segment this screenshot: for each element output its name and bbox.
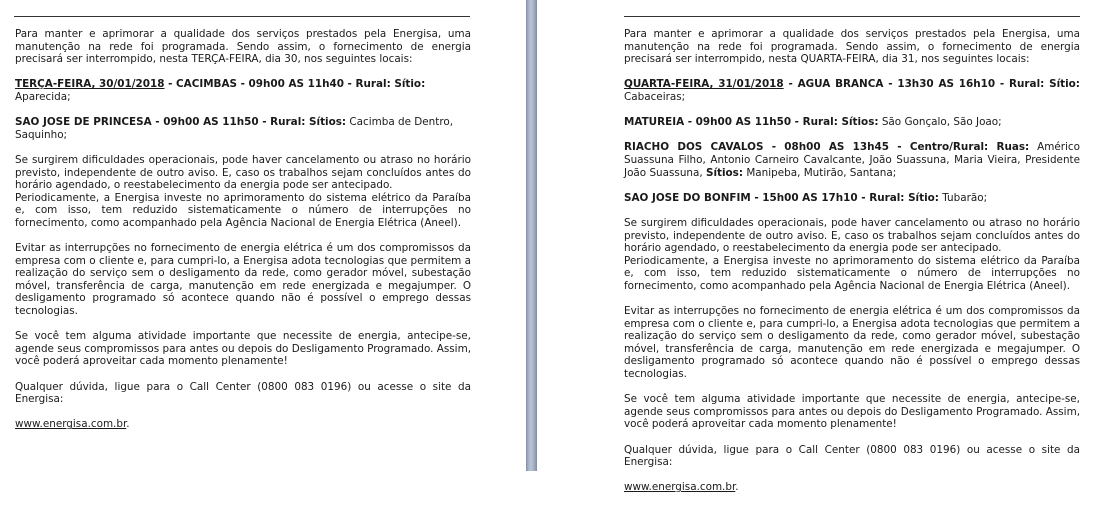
intro-paragraph: Para manter e aprimorar a qualidade dos serviços prestados pela Energisa, uma manutenção na rede foi programada. Sendo assim, o fornecimento de energia precisará ser interrompido, nesta TERÇA-FEIRA, dia 30, nos seguintes locais: — [15, 28, 471, 66]
intro-paragraph: Para manter e aprimorar a qualidade dos serviços prestados pela Energisa, uma manutenção na rede foi programada. Sendo assim, o fornecimento de energia precisará ser interrompido, nesta QUARTA-FEIRA, dia 31, nos seguintes locais: — [624, 28, 1080, 66]
schedule-areas: Cabaceiras; — [624, 90, 686, 103]
schedule-date: QUARTA-FEIRA, 31/01/2018 — [624, 78, 784, 91]
notice-paragraph: Periodicamente, a Energisa investe no aprimoramento do sistema elétrico da Paraíba e, com isso, tem reduzido sistematicamente o número de interrupções no fornecimento, como acompanhado pela Agência Nacional de Energia Elétrica (Aneel). — [624, 254, 1080, 292]
notice-paragraph: Se você tem alguma atividade importante que necessite de energia, antecipe-se, agende seus compromissos para antes ou depois do Desligamento Programado. Assim, você poderá aproveitar cada momento plenamente! — [15, 330, 471, 368]
schedule-place: AGUA BRANCA — [797, 78, 884, 91]
website-suffix: . — [735, 481, 739, 494]
schedule-time: - 08h00 AS 13h45 - — [763, 141, 910, 154]
schedule-area-label: Rural: Sítio: — [1009, 78, 1080, 91]
schedule-areas: Cacimba de Dentro, Saquinho; — [15, 116, 454, 141]
schedule-areas: São Gonçalo, São Joao; — [878, 116, 1002, 129]
schedule-time: - 13h30 AS 16h10 - — [883, 78, 1010, 91]
notice-paragraph: Periodicamente, a Energisa investe no aprimoramento do sistema elétrico da Paraíba e, com isso, tem reduzido sistematicamente o número de interrupções no fornecimento, como acompanhado pela Agência Nacional de Energia Elétrica (Aneel). — [15, 191, 471, 229]
schedule-area-label: Rural: Sítios: — [270, 116, 347, 129]
page-content — [624, 28, 1080, 507]
page-divider — [526, 0, 537, 471]
schedule-entry — [624, 78, 1080, 103]
schedule-entry — [624, 192, 1080, 205]
schedule-place: RIACHO DOS CAVALOS — [624, 141, 764, 154]
schedule-areas: Aparecida; — [15, 90, 71, 103]
website-link[interactable]: www.energisa.com.br — [15, 418, 127, 431]
schedule-area-label: Centro/Rural: Ruas: — [909, 141, 1030, 154]
document-page-right — [537, 0, 1108, 494]
schedule-time: - 09h00 AS 11h40 - — [236, 78, 356, 91]
schedule-areas: Manipeba, Mutirão, Santana; — [743, 166, 897, 179]
notice-paragraph: Evitar as interrupções no fornecimento de energia elétrica é um dos compromissos da empresa com o cliente e, para cumpri-lo, a Energisa adota tecnologias que permitem a realização do serviço sem o desligamento da rede, como gerador móvel, subestação móvel, transferência de carga, manutenção em rede energizada e megajumper. O desligamento programado só acontece quando não é possível o emprego dessas tecnologias. — [15, 242, 471, 318]
schedule-date: TERÇA-FEIRA, 30/01/2018 — [15, 78, 165, 91]
schedule-entry — [15, 78, 471, 103]
notice-paragraph: Se surgirem dificuldades operacionais, pode haver cancelamento ou atraso no horário previsto, independente de outro aviso. E, caso os trabalhos sejam concluídos antes do horário agendado, o reestabelecimento da energia pode ser antecipado. — [624, 216, 1080, 255]
schedule-time: - 15h00 AS 17h10 - — [750, 191, 870, 204]
schedule-entry — [624, 141, 1080, 179]
schedule-areas: Américo Suassuna Filho, Antonio Carneiro Cavalcante, João Suassuna, Maria Vieira, Presidente João Suassuna, — [624, 141, 1081, 179]
contact-paragraph: Qualquer dúvida, ligue para o Call Center (0800 083 0196) ou acesse o site da Energisa: — [15, 380, 471, 406]
schedule-areas: Tubarão; — [938, 191, 988, 204]
website-paragraph — [15, 418, 471, 431]
schedule-separator: - — [783, 78, 798, 91]
schedule-entry — [15, 116, 471, 141]
schedule-time: - 09h00 AS 11h50 - — [684, 116, 803, 129]
website-link[interactable]: www.energisa.com.br — [624, 481, 736, 494]
schedule-area-label: Rural: Sítio: — [869, 191, 939, 204]
schedule-time: - 09h00 AS 11h50 - — [151, 116, 271, 129]
header-rule — [14, 16, 470, 17]
schedule-separator: - — [164, 78, 177, 91]
contact-paragraph: Qualquer dúvida, ligue para o Call Center (0800 083 0196) ou acesse o site da Energisa: — [624, 443, 1080, 469]
schedule-place: SAO JOSE DE PRINCESA — [15, 116, 152, 129]
header-rule — [624, 16, 1080, 17]
website-paragraph — [624, 481, 1080, 494]
website-suffix: . — [126, 418, 130, 431]
document-page-left — [0, 0, 526, 471]
schedule-place: CACIMBAS — [176, 78, 237, 91]
schedule-place: MATUREIA — [624, 116, 685, 129]
page-content — [15, 28, 471, 444]
schedule-area-label: Rural: Sítios: — [802, 116, 879, 129]
notice-paragraph: Se surgirem dificuldades operacionais, pode haver cancelamento ou atraso no horário previsto, independente de outro aviso. E, caso os trabalhos sejam concluídos antes do horário agendado, o reestabelecimento da energia pode ser antecipado. — [15, 153, 471, 192]
schedule-entry — [624, 116, 1080, 129]
notice-paragraph: Se você tem alguma atividade importante que necessite de energia, antecipe-se, agende seus compromissos para antes ou depois do Desligamento Programado. Assim, você poderá aproveitar cada momento plenamente! — [624, 393, 1080, 431]
schedule-area-label: Sítios: — [705, 166, 744, 179]
schedule-place: SAO JOSE DO BONFIM — [624, 191, 751, 204]
schedule-area-label: Rural: Sítio: — [355, 78, 426, 91]
notice-paragraph: Evitar as interrupções no fornecimento de energia elétrica é um dos compromissos da empresa com o cliente e, para cumpri-lo, a Energisa adota tecnologias que permitem a realização do serviço sem o desligamento da rede, como gerador móvel, subestação móvel, transferência de carga, manutenção em rede energizada e megajumper. O desligamento programado só acontece quando não é possível o emprego dessas tecnologias. — [624, 305, 1080, 381]
